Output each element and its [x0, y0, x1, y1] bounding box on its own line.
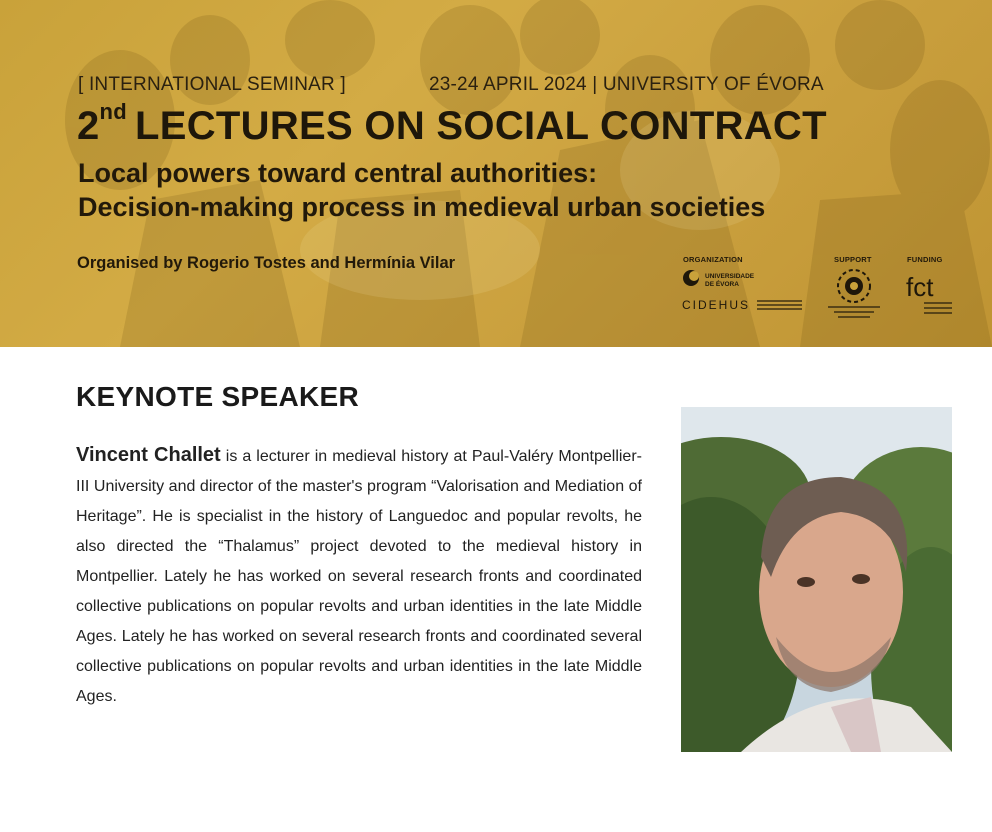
speaker-name: Vincent Challet: [76, 444, 221, 466]
event-dates: 23-24 APRIL 2024 | UNIVERSITY OF ÉVORA: [429, 74, 824, 95]
keynote-heading: KEYNOTE SPEAKER: [76, 381, 359, 412]
organisers: Organised by Rogerio Tostes and Hermínia Vilar: [77, 254, 456, 272]
subtitle-line-1: Local powers toward central authorities:: [78, 158, 598, 188]
uevora-text-2: DE ÉVORA: [705, 281, 739, 288]
uevora-text-1: UNIVERSIDADE: [705, 273, 755, 280]
bio-text: is a lecturer in medieval history at Paul-Valéry Montpellier-III University and director of the master's program “Valorisation and Mediation of Heritage”. He is specialist in the history of Languedoc and popular revolts, he also directed the “Thalamus” project devoted to the medieval history in Montpellier. Lately he has worked on several research fronts and coordinated collective publications on popular revolts and urban identities in the late Middle Ages. Lately he has worked on several research fronts and coordinated several collective publications on popular revolts and urban identities in the late Middle Ages.: [76, 448, 642, 705]
speaker-photo: [681, 407, 952, 752]
organization-label: ORGANIZATION: [683, 255, 743, 264]
title-ordinal: nd: [99, 98, 128, 124]
cidehus-text: CIDEHUS: [682, 298, 751, 312]
funding-label: FUNDING: [907, 255, 943, 264]
title-number: 2: [77, 104, 100, 148]
subtitle: [78, 156, 858, 224]
speaker-bio: [76, 440, 642, 712]
subtitle-line-2: Decision-making process in medieval urban societies: [78, 192, 766, 222]
support-label: SUPPORT: [834, 255, 872, 264]
cidehus-logo: [681, 267, 806, 317]
title-text: LECTURES ON SOCIAL CONTRACT: [135, 104, 827, 148]
header-banner: [0, 0, 992, 347]
fct-text: fct: [906, 272, 934, 302]
fct-logo: [906, 268, 956, 318]
support-emblem-icon: [824, 266, 884, 321]
page-title: [77, 98, 827, 149]
seminar-tag: [ INTERNATIONAL SEMINAR ]: [78, 74, 346, 95]
